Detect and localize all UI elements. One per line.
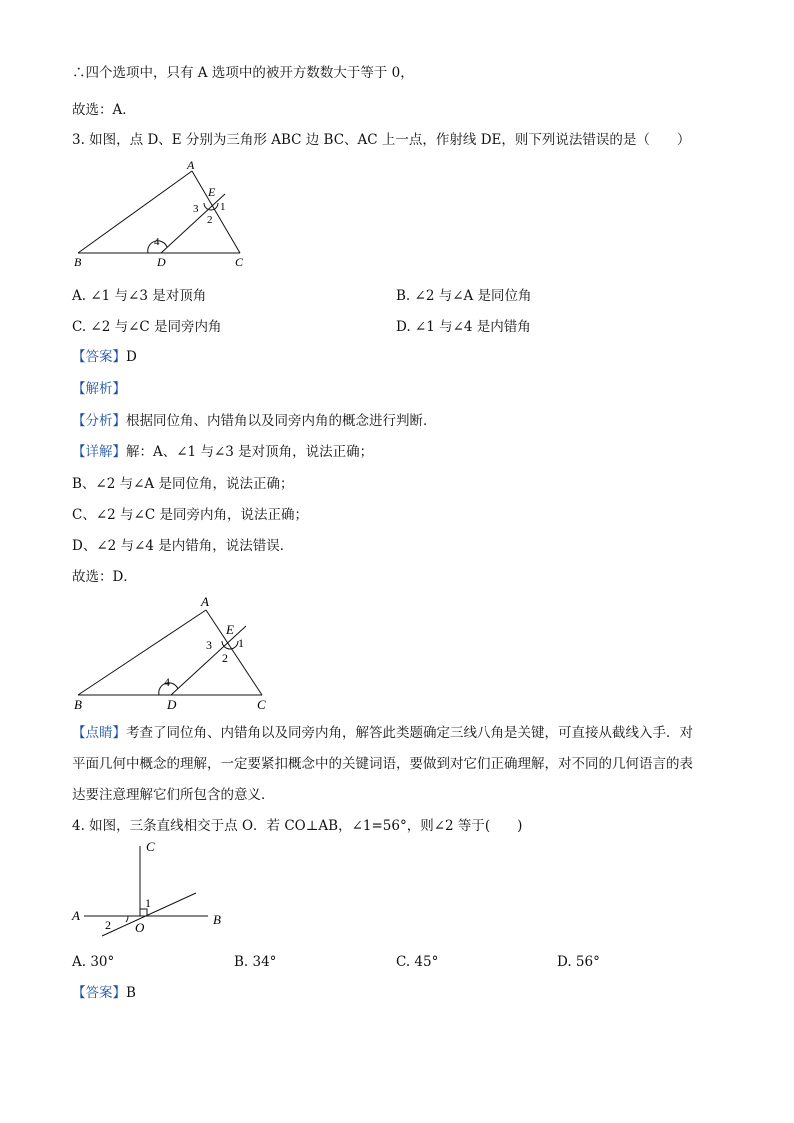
label-2-2: 2	[222, 651, 228, 665]
label-e: E	[208, 185, 216, 199]
label-c: C	[235, 255, 244, 269]
label-a-3: A	[72, 908, 80, 923]
answer-4-label: 【答案】	[72, 985, 126, 1001]
choose-d: 故选：D．	[72, 569, 137, 585]
label-e-2: E	[226, 622, 234, 637]
label-c-3: C	[146, 839, 155, 854]
segment-ab-2	[78, 610, 206, 695]
label-2-3: 2	[105, 918, 111, 932]
q3-option-b: B. ∠2 与∠A 是同位角	[396, 288, 532, 304]
triangle-figure-2	[70, 592, 280, 714]
answer-3-row	[72, 348, 137, 366]
angle-arc-e-2	[222, 641, 238, 649]
triangle-figure-1	[68, 160, 258, 270]
label-3: 3	[193, 203, 199, 215]
right-angle-mark	[140, 909, 147, 916]
dianjing-text-2: 平面几何中概念的理解，一定要紧扣概念中的关键词语，要做到对它们正确理解，对不同的几何语言的表	[72, 756, 693, 772]
label-c-2: C	[257, 697, 266, 712]
answer-4-value: B	[126, 985, 136, 1001]
q3-option-a: A. ∠1 与∠3 是对顶角	[72, 288, 207, 304]
question-4: 4. 如图，三条直线相交于点 O．若 CO⊥AB，∠1=56°，则∠2 等于( )	[72, 818, 523, 834]
q3-option-c: C. ∠2 与∠C 是同旁内角	[72, 319, 222, 335]
xiangjie-text: 解：A、∠1 与∠3 是对顶角，说法正确；	[126, 444, 374, 460]
lines-figure-3	[68, 836, 238, 946]
ray-de-2	[171, 626, 246, 695]
explain-b: B、∠2 与∠A 是同位角，说法正确；	[72, 476, 294, 492]
fenxi-text: 根据同位角、内错角以及同旁内角的概念进行判断．	[126, 413, 437, 429]
label-1-2: 1	[238, 636, 244, 650]
dianjing-text-3: 达要注意理解它们所包含的意义．	[72, 787, 275, 803]
label-4-2: 4	[164, 675, 170, 689]
answer-label: 【答案】	[72, 349, 126, 365]
label-a: A	[187, 160, 195, 172]
segment-ac-2	[206, 610, 262, 695]
label-a-2: A	[201, 594, 209, 609]
q4-option-b: B. 34°	[234, 954, 277, 970]
label-d-2: D	[167, 697, 177, 712]
label-4: 4	[154, 236, 160, 248]
explain-d: D、∠2 与∠4 是内错角，说法错误．	[72, 538, 294, 554]
q3-option-d: D. ∠1 与∠4 是内错角	[396, 319, 531, 335]
label-1-3: 1	[145, 896, 151, 910]
q4-option-a: A. 30°	[72, 954, 115, 970]
label-b-2: B	[74, 697, 82, 712]
analysis-row	[72, 380, 126, 398]
dianjing-text-1: 考查了同位角、内错角以及同旁内角，解答此类题确定三线八角是关键，可直接从截线入手．对	[126, 725, 693, 741]
label-b-3: B	[213, 912, 221, 927]
fenxi-row	[72, 412, 437, 430]
text-line-1: ∴四个选项中，只有 A 选项中的被开方数数大于等于 0，	[72, 65, 414, 81]
label-d: D	[157, 255, 166, 269]
segment-ac	[192, 171, 240, 253]
label-1: 1	[220, 201, 226, 213]
analysis-label: 【解析】	[72, 381, 126, 397]
label-2: 2	[207, 214, 213, 226]
q4-option-d: D. 56°	[557, 954, 600, 970]
angle-arc-2	[126, 916, 128, 922]
answer-3-value: D	[126, 349, 137, 365]
xiangjie-row	[72, 443, 373, 461]
fenxi-label: 【分析】	[72, 413, 126, 429]
xiangjie-label: 【详解】	[72, 444, 126, 460]
label-o-3: O	[135, 920, 145, 935]
dianjing-label: 【点睛】	[72, 725, 126, 741]
text-line-2: 故选：A．	[72, 102, 136, 118]
dianjing-row-1	[72, 724, 693, 742]
explain-c: C、∠2 与∠C 是同旁内角，说法正确；	[72, 507, 308, 523]
label-b: B	[74, 255, 82, 269]
answer-4-row	[72, 984, 136, 1002]
q4-option-c: C. 45°	[396, 954, 439, 970]
question-3: 3. 如图，点 D、E 分别为三角形 ABC 边 BC、AC 上一点，作射线 DE，则下列说法错误的是（ ）	[72, 132, 691, 148]
label-3-2: 3	[206, 638, 212, 652]
